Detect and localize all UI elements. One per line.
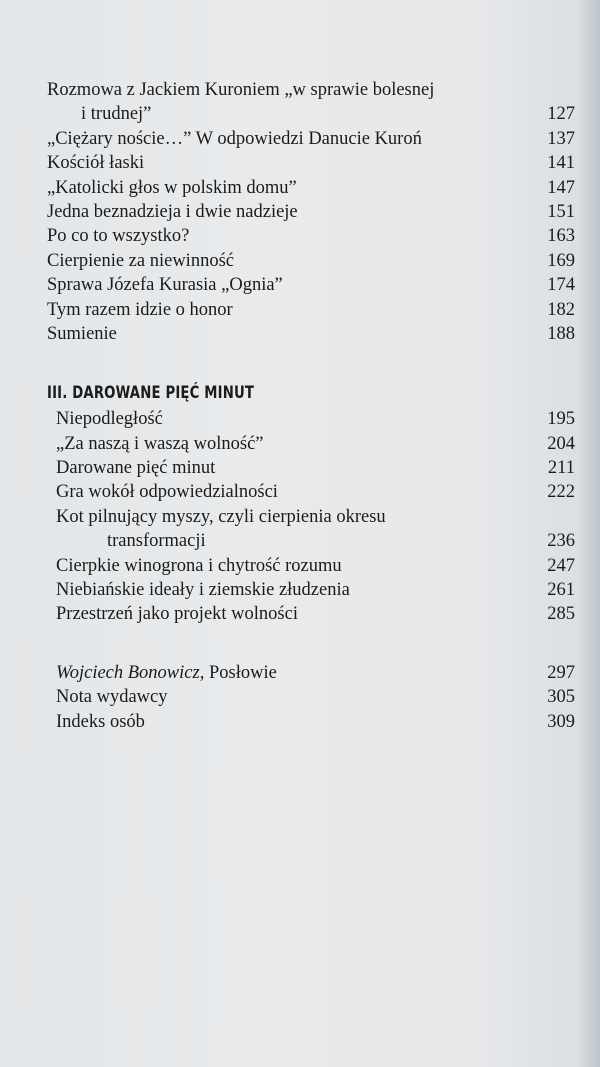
toc-entry xyxy=(47,456,575,480)
toc-entry-title: Sprawa Józefa Kurasia „Ognia” xyxy=(47,275,283,296)
toc-entry-title: Kościół łaski xyxy=(47,153,145,174)
toc-entry xyxy=(47,685,575,709)
toc-page-number: 297 xyxy=(547,662,575,683)
toc-page-number: 261 xyxy=(547,580,575,601)
toc-entry xyxy=(47,200,575,224)
afterword-author: Wojciech Bonowicz xyxy=(56,662,200,683)
toc-entry-continuation xyxy=(47,102,575,126)
toc-entry-title: Cierpkie winogrona i chytrość rozumu xyxy=(56,555,342,576)
toc-entry xyxy=(47,602,575,626)
toc-entry xyxy=(47,224,575,248)
toc-entry-title: Rozmowa z Jackiem Kuroniem „w sprawie bolesnej xyxy=(47,80,435,100)
toc-page-number: 204 xyxy=(547,433,575,454)
toc-entry-title-cont: i trudnej” xyxy=(81,104,152,125)
toc-entry xyxy=(47,78,575,102)
toc-entry xyxy=(47,249,575,273)
toc-page-number: 174 xyxy=(547,275,575,296)
toc-entry xyxy=(47,505,575,529)
toc-entry-title: „Katolicki głos w polskim domu” xyxy=(47,177,297,198)
toc-entry xyxy=(47,298,575,322)
toc-page-number: 211 xyxy=(547,458,575,479)
toc-entry xyxy=(47,710,575,734)
toc-page-number: 285 xyxy=(547,604,575,625)
toc-page-number: 182 xyxy=(547,299,575,320)
table-of-contents xyxy=(47,78,575,734)
toc-page-number: 163 xyxy=(547,226,575,247)
toc-entry xyxy=(47,578,575,602)
toc-entry-title: Sumienie xyxy=(47,323,117,344)
toc-page-number: 305 xyxy=(547,687,575,708)
toc-page-number: 309 xyxy=(547,711,575,732)
section-heading: III. DAROWANE PIĘĆ MINUT xyxy=(47,383,255,404)
toc-entry xyxy=(47,432,575,456)
toc-entry-title: Indeks osób xyxy=(56,711,145,732)
toc-page-number: 141 xyxy=(547,153,575,174)
toc-entry xyxy=(47,322,575,346)
toc-page-number: 127 xyxy=(547,104,575,125)
section-spacer xyxy=(47,627,575,661)
toc-entry-title: Niepodległość xyxy=(56,409,163,430)
toc-entry xyxy=(47,480,575,504)
toc-page-number: 195 xyxy=(547,409,575,430)
toc-entry-title: Jedna beznadzieja i dwie nadzieje xyxy=(47,201,298,222)
toc-page-number: 137 xyxy=(547,128,575,149)
toc-page-number: 169 xyxy=(547,250,575,271)
toc-entry-title: Niebiańskie ideały i ziemskie złudzenia xyxy=(56,580,350,601)
toc-entry-continuation xyxy=(47,529,575,553)
toc-page-number: 147 xyxy=(547,177,575,198)
toc-entry xyxy=(47,554,575,578)
toc-entry-title: Darowane pięć minut xyxy=(56,458,216,479)
toc-entry-title: Przestrzeń jako projekt wolności xyxy=(56,604,298,625)
toc-entry-title: Gra wokół odpowiedzialności xyxy=(56,482,278,503)
toc-entry-title: Cierpienie za niewinność xyxy=(47,250,234,271)
afterword-title: , Posłowie xyxy=(199,662,277,683)
toc-entry xyxy=(47,127,575,151)
toc-entry-title: „Ciężary noście…” W odpowiedzi Danucie Kuroń xyxy=(47,128,422,149)
toc-entry-title: Kot pilnujący myszy, czyli cierpienia okresu xyxy=(56,506,386,527)
toc-page-number: 247 xyxy=(547,555,575,576)
toc-page-number: 151 xyxy=(547,201,575,222)
toc-entry-title: Tym razem idzie o honor xyxy=(47,299,233,320)
toc-entry-title xyxy=(56,661,277,685)
toc-entry-title: Nota wydawcy xyxy=(56,687,168,708)
toc-page-number: 222 xyxy=(547,482,575,503)
section-spacer xyxy=(47,346,575,380)
toc-entry-title-cont: transformacji xyxy=(107,531,206,552)
toc-entry-title: „Za naszą i waszą wolność” xyxy=(56,433,264,454)
toc-entry xyxy=(47,407,575,431)
toc-page-number: 188 xyxy=(547,323,575,344)
toc-entry xyxy=(47,661,575,685)
toc-entry xyxy=(47,273,575,297)
toc-page-number: 236 xyxy=(547,531,575,552)
toc-entry-title: Po co to wszystko? xyxy=(47,226,190,247)
toc-entry xyxy=(47,151,575,175)
toc-entry xyxy=(47,176,575,200)
